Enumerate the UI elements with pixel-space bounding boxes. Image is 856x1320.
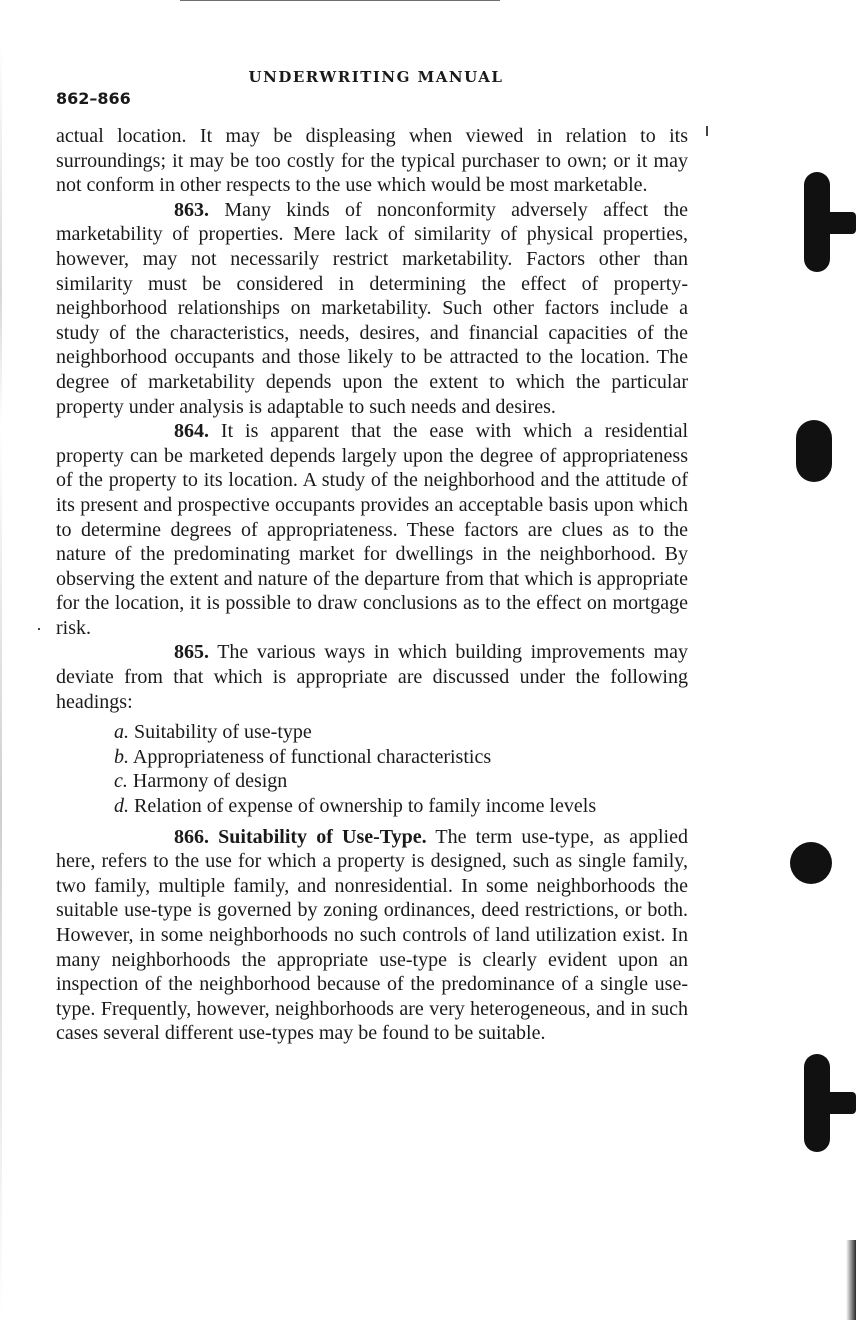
paragraph-865 xyxy=(56,640,688,714)
list-item xyxy=(114,745,688,770)
paragraph-866-number: 866. xyxy=(174,825,209,848)
list-item xyxy=(114,794,688,819)
page-edge-shadow xyxy=(846,1240,856,1320)
paragraph-865-number: 865. xyxy=(174,641,209,664)
top-rule xyxy=(180,0,500,1)
scan-speck xyxy=(38,628,40,630)
list-item-letter: b. xyxy=(114,745,129,768)
body-text xyxy=(56,124,688,1046)
paragraph-862-text: actual location. It may be displeasing when viewed in relation to its surroundings; it may be too costly for the typical purchaser to own; or it may not conform in other respects to the use which would be most marketable. xyxy=(56,125,688,197)
index-tab-mark-oval xyxy=(796,420,832,482)
paragraph-866 xyxy=(56,825,688,1046)
paragraph-864-text: It is apparent that the ease with which a residential property can be marketed depends largely upon the degree of appropriateness of the property to its location. A study of the neighborhood and the attitude of its present and prospective occupants provides an acceptable basis upon which to determine degrees of appropriateness. These factors are clues as to the nature of the predominating market for dwellings in the neighborhood. By observing the extent and nature of the departure from that which is appropriate for the location, it is possible to draw conclusions as to the effect on mortgage risk. xyxy=(56,420,689,639)
list-item xyxy=(114,720,688,745)
list-item-text: Relation of expense of ownership to family income levels xyxy=(134,795,597,818)
paragraph-864 xyxy=(56,419,688,640)
list-item-letter: c. xyxy=(114,770,128,793)
running-title: UNDERWRITING MANUAL xyxy=(248,68,504,86)
list-item-text: Harmony of design xyxy=(132,770,288,793)
index-tab-mark-top-crossbar xyxy=(820,212,856,234)
binding-edge xyxy=(0,40,2,1320)
list-item-letter: d. xyxy=(114,795,129,818)
headings-list xyxy=(56,720,688,818)
index-tab-mark-dot xyxy=(790,842,832,884)
list-item-letter: a. xyxy=(114,721,129,744)
list-item-text: Appropriateness of functional characteristics xyxy=(132,745,492,768)
paragraph-863-text: Many kinds of nonconformity adversely affect the marketability of properties. Mere lack of similarity of physical properties, however, may not necessarily restrict marketability. Factors other than similarity must be considered in determining the effect of property-neighborhood relationships on marketability. Such other factors include a study of the characteristics, needs, desires, and financial capacities of the neighborhood occupants and those likely to be attracted to the location. The degree of marketability depends upon the extent to which the particular property under analysis is adaptable to such needs and desires. xyxy=(56,198,688,418)
paragraph-866-text: The term use-type, as applied here, refers to the use for which a property is designed, such as single family, two family, multiple family, and nonresidential. In some neighborhoods the suitable use-type is governed by zoning ordinances, deed restrictions, or both. However, in some neighborhoods no such controls of land utilization exist. In many neighborhoods the appropriate use-type is clearly evident upon an inspection of the neighborhood because of the predominance of a single use-type. Frequently, however, neighborhoods are very heterogeneous, and in such cases several different use-types may be found to be suitable. xyxy=(56,825,688,1045)
paragraph-866-heading: Suitability of Use-Type. xyxy=(218,825,427,848)
list-item xyxy=(114,769,688,794)
paragraph-863-number: 863. xyxy=(174,198,209,221)
section-range: 862–866 xyxy=(56,89,131,108)
paragraph-864-number: 864. xyxy=(174,420,209,443)
index-tab-mark-bottom-crossbar xyxy=(820,1092,856,1114)
list-item-text: Suitability of use-type xyxy=(134,721,312,744)
paragraph-862-continued xyxy=(56,124,688,198)
running-header xyxy=(0,68,856,86)
paragraph-863 xyxy=(56,198,688,419)
paragraph-865-text: The various ways in which building improvements may deviate from that which is appropriate are discussed under the following headings: xyxy=(56,641,688,713)
scan-speck xyxy=(706,126,708,136)
